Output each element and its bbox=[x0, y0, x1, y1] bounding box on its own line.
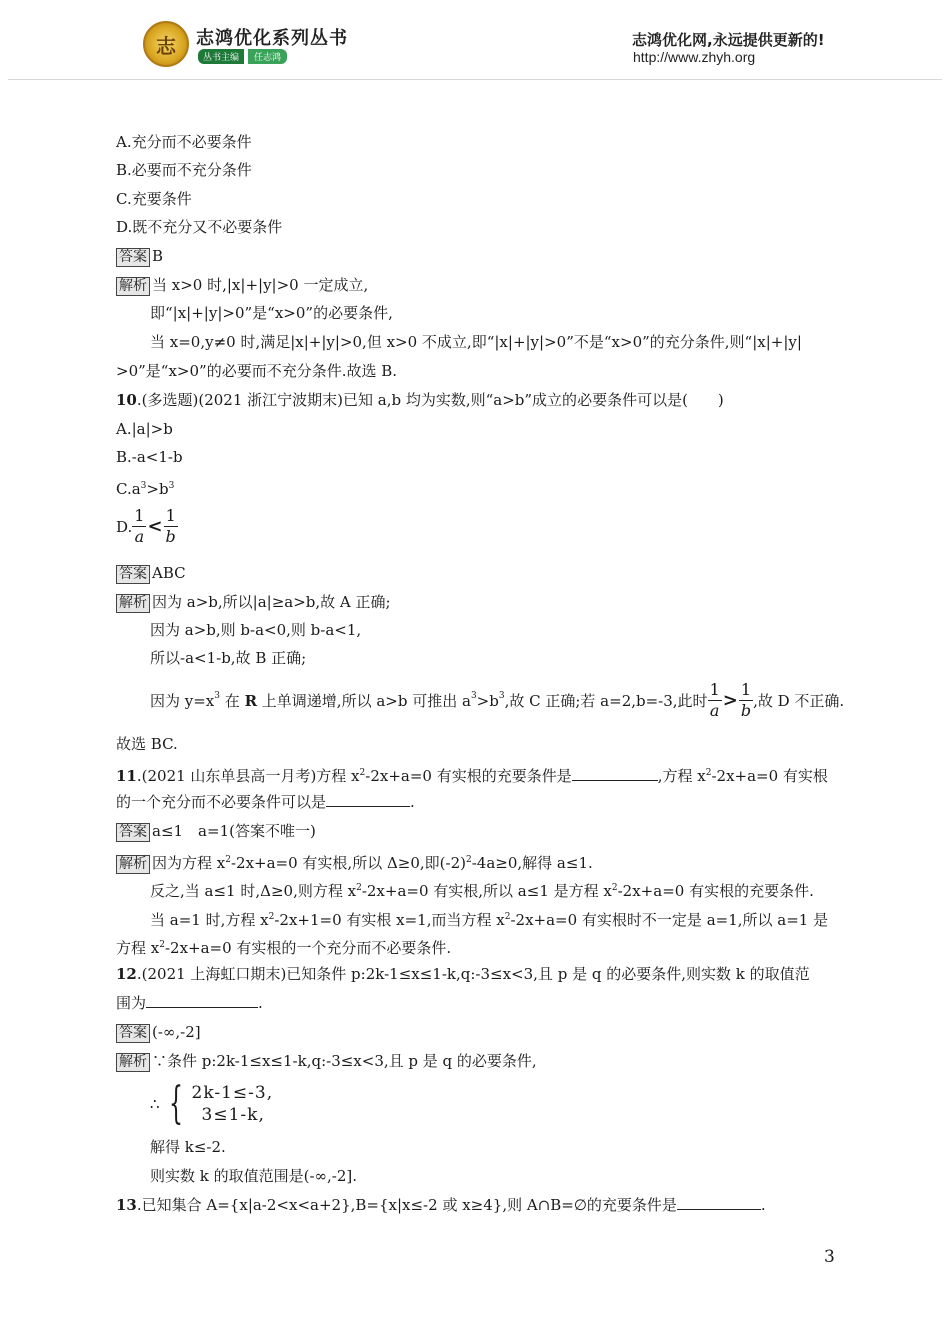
q9-analysis-text: 当 x>0 时,|x|+|y|>0 一定成立, bbox=[152, 276, 369, 294]
superscript: 2 bbox=[356, 883, 362, 893]
fraction-1-over-b bbox=[739, 680, 753, 721]
q9-answer-value: B bbox=[152, 247, 164, 265]
series-title: 志鸿优化系列丛书 bbox=[196, 28, 348, 49]
q9-analysis-3: 当 x=0,y≠0 时,满足|x|+|y|>0,但 x>0 不成立,即“|x|+|y|>0”不是“x>0”的充分条件,则“|x|+|y| bbox=[150, 333, 802, 351]
q12-stem-2-end: . bbox=[258, 994, 263, 1012]
page-number: 3 bbox=[824, 1247, 835, 1267]
q10-option-d-pre: D. bbox=[116, 517, 133, 536]
fraction-numerator: 1 bbox=[709, 680, 720, 699]
q10-analysis-d-mid4: ,故 C 正确;若 a=2,b=-3,此时 bbox=[504, 691, 708, 710]
q10-option-b: B.-a<1-b bbox=[116, 448, 183, 466]
q10-stem-text: .(多选题)(2021 浙江宁波期末)已知 a,b 均为实数,则“a>b”成立的必要条件可以是( ) bbox=[136, 391, 724, 409]
q13-number: 13 bbox=[116, 1196, 137, 1214]
q11-stem-a: .(2021 山东单县高一月考)方程 x bbox=[136, 767, 360, 785]
q11-an4-b: -2x+a=0 有实根的一个充分而不必要条件. bbox=[164, 939, 452, 957]
q10-option-d bbox=[116, 506, 178, 547]
fraction-1-over-b bbox=[164, 506, 178, 547]
q11-number: 11 bbox=[116, 767, 137, 785]
q11-stem-b: -2x+a=0 有实根的充要条件是 bbox=[365, 767, 572, 785]
answer-blank[interactable] bbox=[146, 993, 258, 1008]
header-url[interactable]: http://www.zhyh.org bbox=[633, 49, 756, 65]
q9-analysis-1 bbox=[116, 275, 368, 296]
q9-option-c: C.充要条件 bbox=[116, 190, 192, 208]
answer-tag: 答案 bbox=[116, 565, 150, 584]
q10-analysis-d-pre: 因为 y=x bbox=[150, 691, 215, 710]
q10-option-c bbox=[116, 476, 174, 499]
q12-analysis-1 bbox=[116, 1051, 537, 1072]
superscript: 2 bbox=[159, 940, 165, 950]
q12-analysis-2: 解得 k≤-2. bbox=[150, 1138, 226, 1156]
superscript: 3 bbox=[470, 691, 477, 701]
q10-analysis-2: 因为 a>b,则 b-a<0,则 b-a<1, bbox=[150, 621, 362, 639]
fraction-numerator: 1 bbox=[740, 680, 752, 699]
editor-name: 任志鸿 bbox=[248, 49, 287, 64]
fraction-1-over-a bbox=[132, 506, 146, 547]
logo-seal-icon: 志 bbox=[143, 21, 189, 67]
q11-an2-c: -2x+a=0 有实根的充要条件. bbox=[617, 882, 814, 900]
q9-analysis-4: >0”是“x>0”的必要而不充分条件.故选 B. bbox=[116, 362, 398, 380]
q10-option-a: A.|a|>b bbox=[116, 420, 173, 438]
q11-analysis-1 bbox=[116, 850, 593, 874]
q11-stem-c: ,方程 x bbox=[657, 767, 706, 785]
q10-analysis-1 bbox=[116, 592, 391, 613]
system-line-2: 3≤1-k, bbox=[201, 1105, 265, 1125]
superscript: 2 bbox=[225, 855, 231, 865]
q9-answer bbox=[116, 246, 163, 267]
answer-blank[interactable] bbox=[326, 792, 410, 807]
page-header bbox=[0, 0, 950, 80]
fraction-numerator: 1 bbox=[134, 506, 145, 525]
superscript: 2 bbox=[705, 768, 712, 778]
q11-stem-2-end: . bbox=[410, 793, 415, 811]
fraction-denominator: a bbox=[134, 527, 145, 546]
fraction-1-over-a bbox=[708, 680, 722, 721]
q10-analysis-d-end: ,故 D 不正确. bbox=[753, 691, 845, 710]
q10-option-c-pre: C.a bbox=[116, 480, 141, 498]
q11-answer-value: a≤1 a=1(答案不唯一) bbox=[152, 822, 316, 840]
superscript: 3 bbox=[498, 691, 505, 701]
superscript: 2 bbox=[268, 912, 275, 922]
q12-stem-1-text: .(2021 上海虹口期末)已知条件 p:2k-1≤x≤1-k,q:-3≤x<3,且 p 是 q 的必要条件,则实数 k 的取值范 bbox=[136, 965, 810, 983]
fraction-denominator: b bbox=[165, 527, 176, 546]
q9-analysis-2: 即“|x|+|y|>0”是“x>0”的必要条件, bbox=[150, 304, 393, 322]
superscript: 3 bbox=[168, 481, 175, 491]
superscript: 2 bbox=[359, 768, 366, 778]
q10-stem bbox=[116, 390, 724, 410]
superscript: 2 bbox=[504, 912, 511, 922]
q11-an1-c: -4a≥0,解得 a≤1. bbox=[471, 854, 593, 872]
q11-stem-1 bbox=[116, 763, 828, 786]
q10-answer-value: ABC bbox=[152, 564, 186, 582]
answer-blank[interactable] bbox=[572, 766, 658, 781]
q11-an1-b: -2x+a=0 有实根,所以 Δ≥0,即(-2) bbox=[230, 854, 466, 872]
system-line-1: 2k-1≤-3, bbox=[191, 1083, 274, 1103]
q9-option-a: A.充分而不必要条件 bbox=[116, 133, 252, 151]
analysis-tag: 解析 bbox=[116, 1053, 150, 1072]
q10-analysis-4 bbox=[150, 680, 844, 721]
therefore-sign: ∴ bbox=[150, 1095, 160, 1113]
q12-analysis-3: 则实数 k 的取值范围是(-∞,-2]. bbox=[150, 1167, 358, 1185]
q13-stem bbox=[116, 1195, 766, 1215]
left-brace: { bbox=[168, 1078, 183, 1129]
q11-stem-2 bbox=[116, 792, 415, 812]
q11-an3-b: -2x+1=0 有实根 x=1,而当方程 x bbox=[274, 911, 505, 929]
fraction-denominator: a bbox=[709, 701, 720, 720]
q12-inequality-system bbox=[150, 1080, 273, 1128]
q12-stem-2-text: 围为 bbox=[116, 994, 147, 1012]
q11-an3-c: -2x+a=0 有实根时不一定是 a=1,所以 a=1 是 bbox=[510, 911, 829, 929]
q11-stem-d: -2x+a=0 有实根 bbox=[711, 767, 828, 785]
fraction-numerator: 1 bbox=[165, 506, 176, 525]
q12-answer bbox=[116, 1022, 201, 1043]
q10-option-c-rest: >b bbox=[146, 480, 169, 498]
answer-blank[interactable] bbox=[677, 1195, 761, 1210]
header-slogan: 志鸿优化网,永远提供更新的! bbox=[632, 31, 825, 49]
q12-answer-value: (-∞,-2] bbox=[152, 1023, 201, 1041]
analysis-tag: 解析 bbox=[116, 594, 150, 613]
fraction-denominator: b bbox=[740, 701, 752, 720]
editor-row bbox=[198, 49, 287, 64]
q11-analysis-2 bbox=[150, 878, 814, 901]
q12-stem-1 bbox=[116, 964, 810, 984]
superscript: 3 bbox=[140, 481, 147, 491]
analysis-tag: 解析 bbox=[116, 277, 150, 296]
q11-an4-a: 方程 x bbox=[116, 939, 160, 957]
q10-analysis-text: 因为 a>b,所以|a|≥a>b,故 A 正确; bbox=[152, 593, 391, 611]
q9-option-b: B.必要而不充分条件 bbox=[116, 161, 252, 179]
greater-than-sign: > bbox=[722, 689, 738, 711]
answer-tag: 答案 bbox=[116, 248, 150, 267]
q11-stem-2-text: 的一个充分而不必要条件可以是 bbox=[116, 793, 327, 811]
q11-an2-b: -2x+a=0 有实根,所以 a≤1 是方程 x bbox=[361, 882, 612, 900]
q11-analysis-3 bbox=[150, 907, 828, 930]
q12-analysis-1-text: ∵条件 p:2k-1≤x≤1-k,q:-3≤x<3,且 p 是 q 的必要条件, bbox=[152, 1052, 537, 1070]
superscript: 3 bbox=[214, 691, 221, 701]
q9-option-d: D.既不充分又不必要条件 bbox=[116, 218, 283, 236]
system-lines bbox=[192, 1082, 274, 1126]
q12-stem-2 bbox=[116, 993, 263, 1013]
q10-analysis-d-mid1: 在 bbox=[220, 691, 245, 710]
header-divider bbox=[8, 79, 942, 80]
q13-stem-text: .已知集合 A={x|a-2<x<a+2},B={x|x≤-2 或 x≥4},则 A∩B=∅的充要条件是 bbox=[136, 1196, 677, 1214]
q11-analysis-4 bbox=[116, 935, 451, 958]
q13-end: . bbox=[760, 1196, 766, 1214]
analysis-tag: 解析 bbox=[116, 855, 150, 874]
q11-an1-a: 因为方程 x bbox=[152, 854, 226, 872]
q10-analysis-d-mid2: 上单调递增,所以 a>b 可推出 a bbox=[257, 691, 471, 710]
q10-analysis-d-mid3: >b bbox=[476, 691, 499, 710]
q10-analysis-d-R: R bbox=[244, 691, 258, 710]
answer-tag: 答案 bbox=[116, 823, 150, 842]
answer-tag: 答案 bbox=[116, 1024, 150, 1043]
q11-an2-a: 反之,当 a≤1 时,Δ≥0,则方程 x bbox=[150, 882, 357, 900]
q10-number: 10 bbox=[116, 391, 137, 409]
editor-label: 丛书主编 bbox=[198, 49, 244, 64]
q11-answer bbox=[116, 821, 316, 842]
superscript: 2 bbox=[466, 855, 472, 865]
less-than-sign: < bbox=[147, 515, 163, 537]
q12-number: 12 bbox=[116, 965, 137, 983]
q11-an3-a: 当 a=1 时,方程 x bbox=[150, 911, 269, 929]
q10-analysis-3: 所以-a<1-b,故 B 正确; bbox=[150, 649, 307, 667]
q10-conclusion: 故选 BC. bbox=[116, 735, 178, 753]
q10-answer bbox=[116, 563, 186, 584]
superscript: 2 bbox=[611, 883, 618, 893]
